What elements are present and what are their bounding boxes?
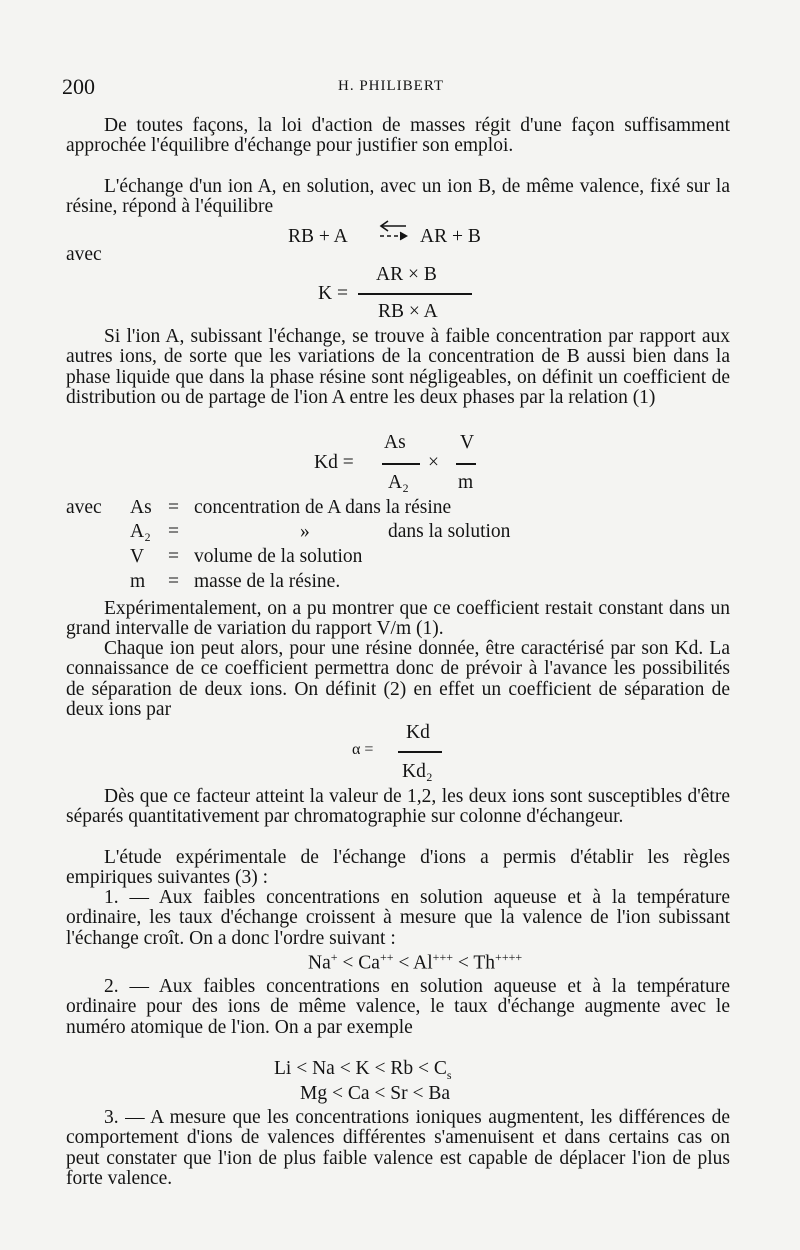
- paragraph-3: Si l'ion A, subissant l'échange, se trouve à faible concentration par rapport aux autres ions, de sorte que les variations de la concentration de B aussi bien dans la phase liquide que dans la phase résine sont négligeables, on définit un coefficient de distribution ou de partage de l'ion A entre les deux phases par la relation (1): [66, 326, 730, 409]
- def-eq-1: =: [168, 497, 179, 518]
- k-fraction-bar: [358, 293, 472, 295]
- def-text-as: concentration de A dans la résine: [194, 497, 452, 518]
- def-text-m: masse de la résine.: [194, 571, 341, 592]
- valence-order: Na+ < Ca++ < Al+++ < Th++++: [308, 950, 523, 974]
- paragraph-1: De toutes façons, la loi d'action de masses régit d'une façon suffisamment approchée l'équilibre d'échange pour justifier son emploi.: [66, 115, 730, 157]
- k-numerator: AR × B: [376, 264, 437, 285]
- def-text-a2: dans la solution: [388, 521, 511, 542]
- kd-label: Kd =: [314, 452, 354, 473]
- paragraph-2: L'échange d'un ion A, en solution, avec un ion B, de même valence, fixé sur la résine, répond à l'équilibre: [66, 176, 730, 218]
- equilibrium-right: AR + B: [420, 226, 481, 247]
- def-eq-4: =: [168, 571, 179, 592]
- alpha-denominator: Kd₂: [402, 761, 433, 782]
- avec-label-2: avec: [66, 497, 102, 518]
- def-eq-3: =: [168, 546, 179, 567]
- paragraph-6: Dès que ce facteur atteint la valeur de 1,2, les deux ions sont susceptibles d'être séparés quantitativement par chromatographie sur colonne d'échangeur.: [66, 786, 730, 828]
- alpha-numerator: Kd: [406, 722, 430, 743]
- equilibrium-arrows-icon: [376, 218, 414, 244]
- def-sym-v: V: [130, 546, 145, 567]
- alkaline-earth-order: Mg < Ca < Sr < Ba: [300, 1083, 450, 1104]
- alpha-fraction-bar: [398, 751, 442, 753]
- paragraph-10: 3. — A mesure que les concentrations ioniques augmentent, les différences de comportement d'ions de valences différentes s'amenuisent et dans certains cas on peut constater que l'ion de plus faible valence est capable de déplacer l'ion de plus forte valence.: [66, 1107, 730, 1190]
- kd-num-as: As: [384, 432, 406, 453]
- def-sym-m: m: [130, 571, 146, 592]
- k-label: K =: [318, 283, 348, 304]
- paragraph-5: Chaque ion peut alors, pour une résine donnée, être caractérisé par son Kd. La connaissance de ce coefficient permettra donc de prévoir à l'avance les possibilités de séparation de deux ions. On définit (2) en effet un coefficient de séparation de deux ions par: [66, 638, 730, 721]
- paragraph-7: L'étude expérimentale de l'échange d'ions a permis d'établir les règles empiriques suivantes (3) :: [66, 847, 730, 889]
- kd-num-v: V: [460, 432, 475, 453]
- kd-den-a2: A₂: [388, 472, 409, 493]
- kd-fraction-bar-1: [382, 463, 420, 465]
- kd-den-m: m: [458, 472, 474, 493]
- def-sym-a2: A₂: [130, 521, 151, 542]
- running-title: H. PHILIBERT: [338, 78, 445, 94]
- def-text-v: volume de la solution: [194, 546, 363, 567]
- k-denominator: RB × A: [378, 301, 438, 322]
- kd-times: ×: [428, 452, 439, 473]
- page-number: 200: [62, 74, 95, 99]
- equilibrium-left: RB + A: [288, 226, 348, 247]
- paragraph-4: Expérimentalement, on a pu montrer que ce coefficient restait constant dans un grand intervalle de variation du rapport V/m (1).: [66, 598, 730, 640]
- def-sym-as: As: [130, 497, 152, 518]
- def-eq-2: =: [168, 521, 179, 542]
- kd-fraction-bar-2: [456, 463, 476, 465]
- def-ditto: »: [300, 521, 310, 542]
- alkali-order: $Li < Na < K < Rb < C_s$: [274, 1058, 452, 1082]
- paragraph-9: 2. — Aux faibles concentrations en solution aqueuse et à la température ordinaire pour des ions de même valence, le taux d'échange augmente avec le numéro atomique de l'ion. On a par exemple: [66, 976, 730, 1038]
- avec-label-1: avec: [66, 244, 102, 265]
- alpha-label: α =: [352, 741, 374, 758]
- paragraph-8: 1. — Aux faibles concentrations en solution aqueuse et à la température ordinaire, les taux d'échange croissent à mesure que la valence de l'ion subissant l'échange croît. On a donc l'ordre suivant :: [66, 887, 730, 949]
